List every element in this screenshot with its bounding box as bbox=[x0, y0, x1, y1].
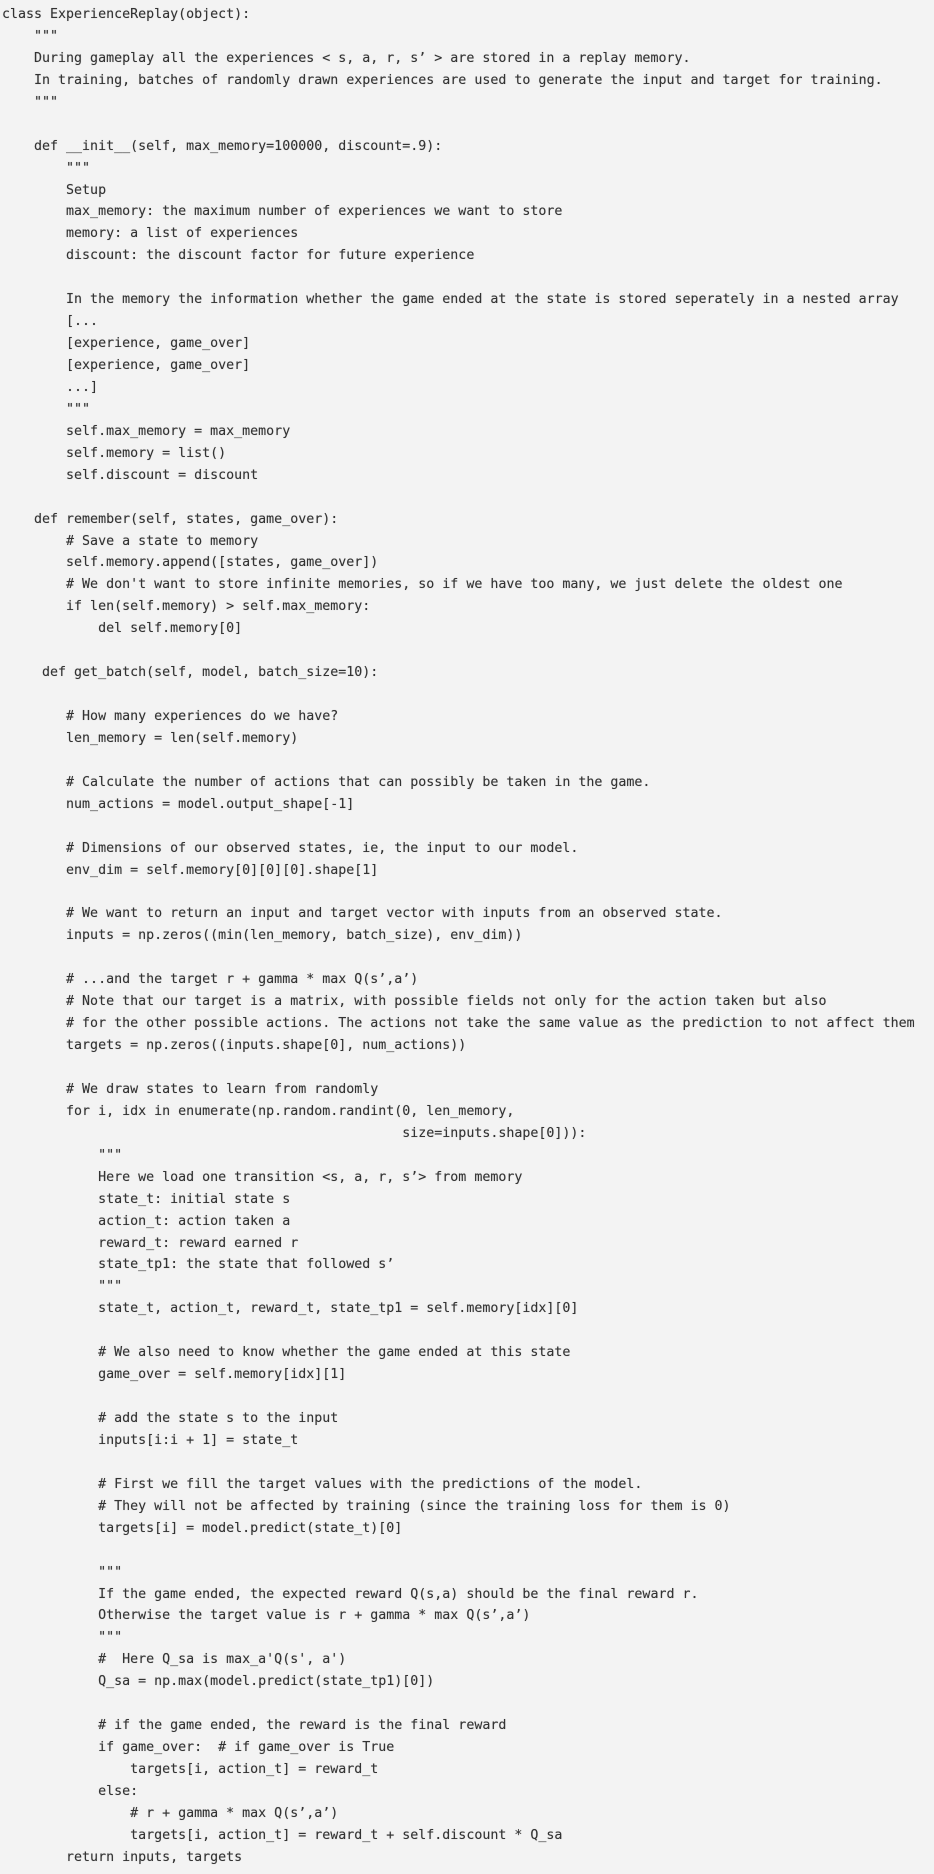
code-line: Otherwise the target value is r + gamma * max Q(s’,a’) bbox=[2, 1608, 531, 1624]
code-line: If the game ended, the expected reward Q(s,a) should be the final reward r. bbox=[2, 1586, 699, 1602]
code-line: In training, batches of randomly drawn experiences are used to generate the input and target for training. bbox=[2, 72, 883, 88]
code-line: # We draw states to learn from randomly bbox=[2, 1081, 379, 1097]
code-line: # ...and the target r + gamma * max Q(s’,a’) bbox=[2, 972, 419, 988]
code-listing bbox=[2, 4, 934, 1869]
code-line bbox=[2, 1057, 934, 1079]
code-line: # How many experiences do we have? bbox=[2, 709, 339, 724]
code-line: Q_sa = np.max(model.predict(state_tp1)[0]) bbox=[2, 1674, 435, 1690]
code-line: # if the game ended, the reward is the final reward bbox=[2, 1718, 507, 1734]
code-line: self.memory = list() bbox=[2, 445, 227, 461]
code-line: for i, idx in enumerate(np.random.randint(0, len_memory, bbox=[2, 1103, 515, 1119]
code-line: # We also need to know whether the game ended at this state bbox=[2, 1345, 571, 1361]
code-line bbox=[2, 947, 934, 969]
code-line: return inputs, targets bbox=[2, 1849, 243, 1865]
code-line: # Calculate the number of actions that can possibly be taken in the game. bbox=[2, 774, 651, 790]
code-line: [experience, game_over] bbox=[2, 358, 251, 373]
code-line: """ bbox=[2, 1630, 123, 1646]
code-line: """ bbox=[2, 160, 91, 176]
code-line: len_memory = len(self.memory) bbox=[2, 730, 299, 746]
code-line: targets[i, action_t] = reward_t bbox=[2, 1762, 379, 1777]
code-line: if game_over: # if game_over is True bbox=[2, 1740, 395, 1756]
code-line: Here we load one transition <s, a, r, s’> from memory bbox=[2, 1169, 523, 1185]
code-line: """ bbox=[2, 401, 91, 417]
code-line: self.max_memory = max_memory bbox=[2, 423, 291, 439]
code-line: """ bbox=[2, 94, 59, 110]
code-line: # add the state s to the input bbox=[2, 1411, 339, 1426]
code-line bbox=[2, 882, 934, 904]
code-line: # First we fill the target values with the predictions of the model. bbox=[2, 1476, 643, 1492]
code-line bbox=[2, 1386, 934, 1408]
code-line: reward_t: reward earned r bbox=[2, 1235, 299, 1251]
code-line bbox=[2, 750, 934, 772]
code-line: In the memory the information whether the game ended at the state is stored seperately in a nested array bbox=[2, 292, 899, 308]
code-line: state_tp1: the state that followed s’ bbox=[2, 1257, 395, 1273]
code-line: """ bbox=[2, 1147, 123, 1163]
code-line: # We want to return an input and target vector with inputs from an observed state. bbox=[2, 906, 723, 922]
code-line: """ bbox=[2, 28, 59, 44]
code-line: size=inputs.shape[0])): bbox=[2, 1125, 587, 1141]
code-line: num_actions = model.output_shape[-1] bbox=[2, 796, 355, 812]
code-line bbox=[2, 114, 934, 136]
code-line: def get_batch(self, model, batch_size=10): bbox=[2, 665, 379, 681]
code-line: """ bbox=[2, 1564, 123, 1580]
code-line: # for the other possible actions. The actions not take the same value as the prediction to not affect them bbox=[2, 1016, 915, 1032]
code-line: def remember(self, states, game_over): bbox=[2, 511, 339, 527]
code-line: inputs = np.zeros((min(len_memory, batch_size), env_dim)) bbox=[2, 928, 523, 944]
code-line: if len(self.memory) > self.max_memory: bbox=[2, 599, 371, 615]
code-line bbox=[2, 487, 934, 509]
code-line: [... bbox=[2, 314, 99, 330]
code-line: class ExperienceReplay(object): bbox=[2, 7, 251, 22]
code-line: targets[i] = model.predict(state_t)[0] bbox=[2, 1520, 403, 1536]
code-line: ...] bbox=[2, 379, 99, 395]
code-line: action_t: action taken a bbox=[2, 1213, 291, 1229]
code-line: discount: the discount factor for future experience bbox=[2, 248, 475, 264]
code-line: # Dimensions of our observed states, ie, the input to our model. bbox=[2, 840, 579, 856]
code-line: env_dim = self.memory[0][0][0].shape[1] bbox=[2, 862, 379, 878]
code-line: game_over = self.memory[idx][1] bbox=[2, 1367, 347, 1383]
code-line: max_memory: the maximum number of experiences we want to store bbox=[2, 204, 563, 220]
code-line: # Save a state to memory bbox=[2, 533, 259, 549]
code-line: memory: a list of experiences bbox=[2, 226, 299, 242]
code-line: else: bbox=[2, 1783, 139, 1799]
code-line: # We don't want to store infinite memories, so if we have too many, we just delete the oldest one bbox=[2, 577, 843, 593]
code-line bbox=[2, 816, 934, 838]
code-line: # Note that our target is a matrix, with possible fields not only for the action taken but also bbox=[2, 994, 827, 1010]
code-line: Setup bbox=[2, 182, 107, 198]
code-line bbox=[2, 1320, 934, 1342]
code-line: def __init__(self, max_memory=100000, discount=.9): bbox=[2, 138, 443, 154]
code-line bbox=[2, 1693, 934, 1715]
code-line bbox=[2, 684, 934, 706]
code-line: [experience, game_over] bbox=[2, 336, 251, 352]
code-line: del self.memory[0] bbox=[2, 621, 243, 637]
code-line bbox=[2, 267, 934, 289]
code-line: self.memory.append([states, game_over]) bbox=[2, 555, 379, 571]
code-line bbox=[2, 1540, 934, 1562]
code-line: # Here Q_sa is max_a'Q(s', a') bbox=[2, 1652, 347, 1668]
code-line bbox=[2, 1452, 934, 1474]
code-line bbox=[2, 640, 934, 662]
code-line: self.discount = discount bbox=[2, 467, 259, 483]
code-line: # They will not be affected by training (since the training loss for them is 0) bbox=[2, 1498, 731, 1514]
code-line: During gameplay all the experiences < s, a, r, s’ > are stored in a replay memory. bbox=[2, 50, 691, 66]
code-line: targets[i, action_t] = reward_t + self.discount * Q_sa bbox=[2, 1827, 563, 1843]
code-line: state_t, action_t, reward_t, state_tp1 = self.memory[idx][0] bbox=[2, 1301, 579, 1317]
code-line: state_t: initial state s bbox=[2, 1191, 291, 1207]
code-line: targets = np.zeros((inputs.shape[0], num_actions)) bbox=[2, 1038, 467, 1054]
code-line: # r + gamma * max Q(s’,a’) bbox=[2, 1805, 339, 1821]
code-line: inputs[i:i + 1] = state_t bbox=[2, 1432, 299, 1448]
code-line: """ bbox=[2, 1279, 123, 1295]
